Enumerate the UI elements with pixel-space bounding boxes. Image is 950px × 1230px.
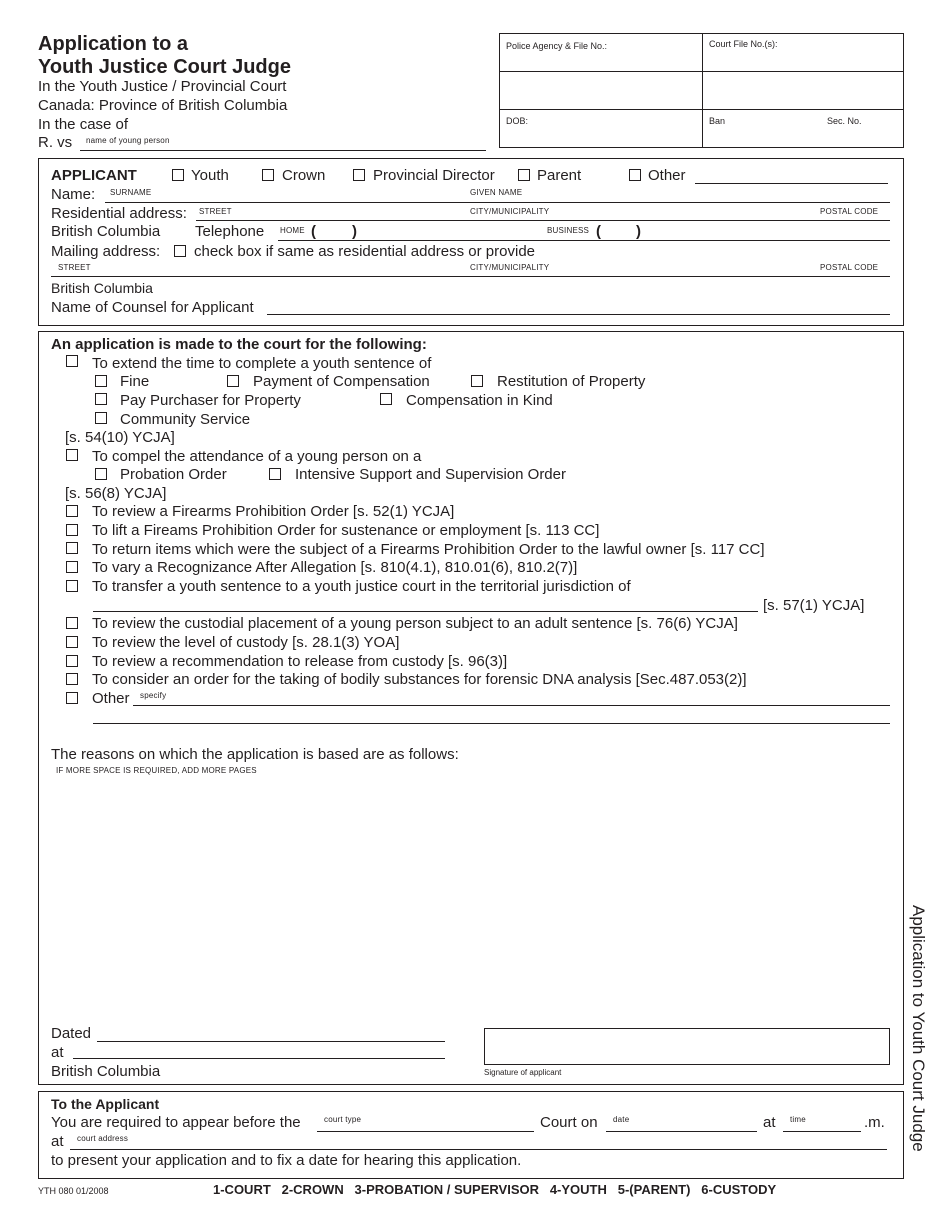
at-address-label: at (51, 1133, 64, 1150)
home-paren-open: ( (311, 223, 316, 240)
mailing-province-label: British Columbia (51, 280, 153, 296)
dob-label: DOB: (506, 116, 529, 126)
court-type-field[interactable] (317, 1131, 534, 1132)
applicant-director-checkbox[interactable] (353, 169, 365, 181)
mailing-street-hint: STREET (58, 263, 91, 272)
residential-address-field[interactable] (196, 220, 890, 221)
community-service-label: Community Service (120, 411, 251, 428)
compel-reference: [s. 56(8) YCJA] (65, 485, 167, 502)
rvs-label: R. vs (38, 134, 73, 151)
province-label: British Columbia (51, 223, 161, 240)
review-firearms-label: To review a Firearms Prohibition Order [s. 52(1) YCJA] (92, 503, 455, 520)
probation-order-label: Probation Order (120, 466, 227, 483)
restitution-label: Restitution of Property (497, 373, 646, 390)
other-specify-field[interactable] (133, 705, 890, 706)
at-time-label: at (763, 1114, 776, 1131)
transfer-reference: [s. 57(1) YCJA] (763, 597, 865, 614)
dna-order-label: To consider an order for the taking of bodily substances for forensic DNA analysis [Sec.487.053(2)] (92, 671, 747, 688)
other-specify-field-2[interactable] (93, 723, 890, 724)
signature-box[interactable] (484, 1028, 890, 1065)
mailing-city-hint: CITY/MUNICIPALITY (470, 263, 550, 272)
telephone-field[interactable] (278, 240, 890, 241)
pay-purchaser-checkbox[interactable] (95, 393, 107, 405)
police-agency-label: Police Agency & File No.: (506, 41, 608, 51)
business-phone-hint: BUSINESS (547, 226, 590, 235)
vary-recognizance-checkbox[interactable] (66, 561, 78, 573)
notice-heading: To the Applicant (51, 1096, 160, 1112)
court-on-label: Court on (540, 1114, 598, 1131)
applicant-heading: APPLICANT (51, 167, 137, 184)
review-firearms-checkbox[interactable] (66, 505, 78, 517)
appear-text: You are required to appear before the (51, 1114, 301, 1131)
applicant-parent-label: Parent (537, 167, 582, 184)
counsel-label: Name of Counsel for Applicant (51, 299, 254, 316)
extend-sentence-label: To extend the time to complete a youth sentence of (92, 355, 432, 372)
mailing-address-label: Mailing address: (51, 243, 161, 260)
community-service-checkbox[interactable] (95, 412, 107, 424)
city-hint: CITY/MUNICIPALITY (470, 207, 550, 216)
form-title-line2: Youth Justice Court Judge (38, 56, 291, 78)
restitution-checkbox[interactable] (471, 375, 483, 387)
court-subtitle: In the Youth Justice / Provincial Court (38, 78, 287, 95)
grid-divider (500, 109, 903, 110)
name-label: Name: (51, 186, 96, 203)
application-heading: An application is made to the court for the following: (51, 336, 427, 353)
vary-recognizance-label: To vary a Recognizance After Allegation [s. 810(4.1), 810.01(6), 810.2(7)] (92, 559, 578, 576)
compensation-kind-checkbox[interactable] (380, 393, 392, 405)
telephone-label: Telephone (195, 223, 265, 240)
court-type-hint: court type (324, 1115, 362, 1124)
reasons-label: The reasons on which the application is based are as follows: (51, 746, 459, 763)
compel-attendance-checkbox[interactable] (66, 449, 78, 461)
applicant-director-label: Provincial Director (373, 167, 495, 184)
home-paren-close: ) (352, 223, 357, 240)
review-custody-level-checkbox[interactable] (66, 636, 78, 648)
court-address-hint: court address (77, 1134, 129, 1143)
lift-firearms-checkbox[interactable] (66, 524, 78, 536)
compel-attendance-label: To compel the attendance of a young person on a (92, 448, 422, 465)
dated-field[interactable] (97, 1041, 445, 1042)
applicant-crown-label: Crown (282, 167, 326, 184)
mailing-address-field[interactable] (51, 276, 890, 277)
form-title-line1: Application to a (38, 33, 188, 55)
reasons-field[interactable] (51, 780, 891, 1015)
distribution-list: 1-COURT 2-CROWN 3-PROBATION / SUPERVISOR 4-YOUTH 5-(PARENT) 6-CUSTODY (213, 1182, 777, 1197)
applicant-other-label: Other (648, 167, 686, 184)
return-items-checkbox[interactable] (66, 542, 78, 554)
applicant-parent-checkbox[interactable] (518, 169, 530, 181)
dna-order-checkbox[interactable] (66, 673, 78, 685)
dated-label: Dated (51, 1025, 92, 1042)
present-text: to present your application and to fix a date for hearing this application. (51, 1152, 522, 1169)
review-custodial-label: To review the custodial placement of a young person subject to an adult sentence [s. 76(6) YCJA] (92, 615, 738, 632)
signature-hint: Signature of applicant (484, 1068, 562, 1077)
applicant-crown-checkbox[interactable] (262, 169, 274, 181)
at-location-field[interactable] (73, 1058, 445, 1059)
payment-compensation-checkbox[interactable] (227, 375, 239, 387)
mailing-postal-hint: POSTAL CODE (820, 263, 879, 272)
fine-label: Fine (120, 373, 150, 390)
pay-purchaser-label: Pay Purchaser for Property (120, 392, 301, 409)
specify-hint: specify (140, 691, 167, 700)
transfer-sentence-checkbox[interactable] (66, 580, 78, 592)
grid-divider (702, 34, 703, 147)
business-paren-open: ( (596, 223, 601, 240)
home-phone-hint: HOME (280, 226, 305, 235)
province-subtitle: Canada: Province of British Columbia (38, 97, 288, 114)
jurisdiction-field[interactable] (93, 611, 758, 612)
compensation-kind-label: Compensation in Kind (406, 392, 553, 409)
hearing-date-field[interactable] (606, 1131, 757, 1132)
same-address-checkbox[interactable] (174, 245, 186, 257)
review-release-checkbox[interactable] (66, 655, 78, 667)
court-address-field[interactable] (70, 1149, 887, 1150)
sec-no-label: Sec. No. (827, 116, 862, 126)
other-application-label: Other (92, 690, 130, 707)
intensive-support-checkbox[interactable] (269, 468, 281, 480)
given-name-hint: GIVEN NAME (470, 188, 523, 197)
time-hint: time (790, 1115, 806, 1124)
hearing-time-field[interactable] (783, 1131, 861, 1132)
counsel-field[interactable] (267, 314, 890, 315)
extend-reference: [s. 54(10) YCJA] (65, 429, 175, 446)
file-info-grid (499, 33, 904, 148)
residential-address-label: Residential address: (51, 205, 187, 222)
court-file-field[interactable] (705, 73, 901, 107)
review-custodial-checkbox[interactable] (66, 617, 78, 629)
applicant-other-field[interactable] (695, 183, 888, 184)
young-person-name-field[interactable] (80, 150, 486, 151)
lift-firearms-label: To lift a Fireams Prohibition Order for sustenance or employment [s. 113 CC] (92, 522, 600, 539)
surname-hint: SURNAME (110, 188, 152, 197)
street-hint: STREET (199, 207, 232, 216)
same-address-label: check box if same as residential address or provide (194, 243, 536, 260)
applicant-other-checkbox[interactable] (629, 169, 641, 181)
grid-divider (500, 71, 903, 72)
review-custody-level-label: To review the level of custody [s. 28.1(3) YOA] (92, 634, 400, 651)
name-field[interactable] (105, 202, 890, 203)
other-application-checkbox[interactable] (66, 692, 78, 704)
court-file-label: Court File No.(s): (709, 39, 778, 49)
side-title: Application to Youth Court Judge (909, 905, 928, 1152)
at-label: at (51, 1044, 64, 1061)
case-label: In the case of (38, 116, 129, 133)
form-code: YTH 080 01/2008 (38, 1186, 109, 1196)
ban-label: Ban (709, 116, 726, 126)
intensive-support-label: Intensive Support and Supervision Order (295, 466, 566, 483)
am-pm-suffix: .m. (864, 1114, 885, 1131)
review-release-label: To review a recommendation to release from custody [s. 96(3)] (92, 653, 508, 670)
postal-code-hint: POSTAL CODE (820, 207, 879, 216)
payment-compensation-label: Payment of Compensation (253, 373, 430, 390)
applicant-youth-label: Youth (191, 167, 229, 184)
transfer-sentence-label: To transfer a youth sentence to a youth justice court in the territorial jurisdiction of (92, 578, 631, 595)
applicant-youth-checkbox[interactable] (172, 169, 184, 181)
date-hint: date (613, 1115, 630, 1124)
young-person-hint: name of young person (86, 136, 170, 145)
signing-province-label: British Columbia (51, 1063, 161, 1080)
probation-order-checkbox[interactable] (95, 468, 107, 480)
fine-checkbox[interactable] (95, 375, 107, 387)
extend-sentence-checkbox[interactable] (66, 355, 78, 367)
business-paren-close: ) (636, 223, 641, 240)
return-items-label: To return items which were the subject of a Firearms Prohibition Order to the lawful owner [s. 117 CC] (92, 541, 765, 558)
reasons-hint: IF MORE SPACE IS REQUIRED, ADD MORE PAGES (56, 766, 257, 775)
police-file-field[interactable] (502, 73, 700, 107)
